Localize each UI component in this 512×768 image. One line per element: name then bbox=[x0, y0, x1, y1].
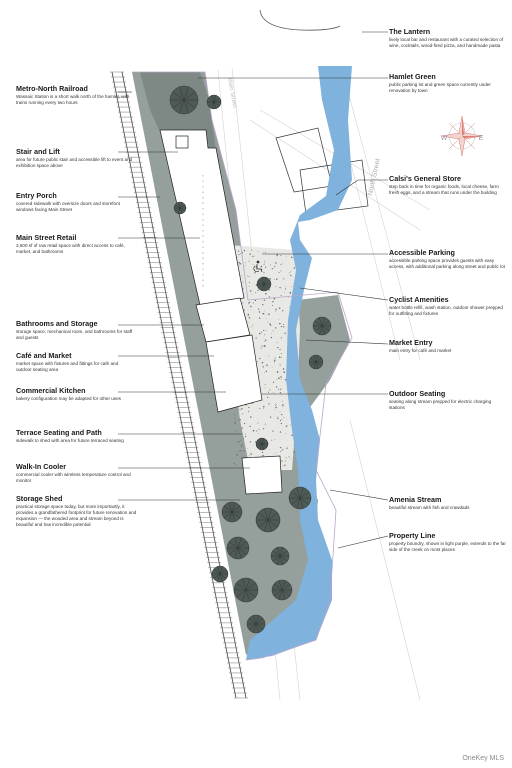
tree bbox=[247, 615, 265, 633]
label-title: Commercial Kitchen bbox=[16, 386, 86, 395]
tree bbox=[256, 438, 268, 450]
label-title: Accessible Parking bbox=[389, 248, 455, 257]
tree bbox=[222, 502, 242, 522]
tree bbox=[170, 86, 198, 114]
compass-rose bbox=[442, 116, 482, 156]
label-title: Amenia Stream bbox=[389, 495, 442, 504]
label-hamlet-green bbox=[389, 72, 507, 94]
label-desc: public parking lot and green space currently under renovation by town bbox=[389, 82, 491, 94]
label-entry-porch bbox=[16, 191, 134, 213]
compass-e: E bbox=[478, 135, 484, 142]
tree bbox=[272, 580, 292, 600]
label-metro-north bbox=[16, 84, 134, 106]
tree bbox=[313, 317, 331, 335]
label-title: Walk-In Cooler bbox=[16, 462, 67, 471]
label-desc: seating along stream prepped for electric charging stations bbox=[389, 399, 492, 411]
label-title: The Lantern bbox=[389, 27, 431, 36]
label-desc: 3,600 sf of raw retail space with direct access to café, market, and bathrooms bbox=[16, 243, 125, 255]
label-desc: main entry for café and market bbox=[389, 348, 452, 353]
label-desc: commercial cooler with wireless temperature control and monitor bbox=[16, 472, 131, 484]
tree bbox=[174, 202, 186, 214]
label-title: Calsi's General Store bbox=[389, 174, 462, 183]
label-amenia-stream bbox=[389, 495, 507, 511]
label-title: Property Line bbox=[389, 531, 436, 540]
compass-w: W bbox=[440, 135, 448, 142]
tree bbox=[234, 578, 258, 602]
label-desc: practical storage space today, but more importantly, it provides a grandfathered footprint for future renovation and expansion — the wooded area and stream beyond is beautiful and has incredible potential bbox=[16, 504, 137, 528]
label-desc: storage space, mechanical room, and bathrooms for staff and guests bbox=[16, 329, 133, 341]
label-walk-in-cooler bbox=[16, 462, 134, 484]
label-outdoor-seating bbox=[389, 389, 507, 411]
label-desc: step back in time for organic foods, local cheese, farm fresh eggs, and a stream that runs under the building bbox=[389, 184, 499, 196]
watermark: OneKey MLS bbox=[462, 755, 504, 762]
label-desc: area for future public stair and accessible lift to event and exhibition space above bbox=[16, 157, 133, 169]
label-title: Storage Shed bbox=[16, 494, 63, 503]
label-stair-lift bbox=[16, 147, 134, 169]
label-storage-shed bbox=[16, 494, 138, 528]
north-street-label: North Street bbox=[367, 158, 382, 197]
label-market-entry bbox=[389, 338, 507, 354]
label-cyclist-amenities bbox=[389, 295, 507, 317]
label-commercial-kitchen bbox=[16, 386, 134, 402]
label-desc: accessible parking space provides guests with easy access, with additional parking along street and public lot bbox=[389, 258, 505, 270]
label-property-line bbox=[389, 531, 507, 553]
label-title: Outdoor Seating bbox=[389, 389, 446, 398]
label-title: Terrace Seating and Path bbox=[16, 428, 102, 437]
label-desc: sidewalk to shed with area for future terraced seating bbox=[16, 438, 124, 443]
label-title: Entry Porch bbox=[16, 191, 57, 200]
label-title: Metro-North Railroad bbox=[16, 84, 88, 93]
label-title: Bathrooms and Storage bbox=[16, 319, 98, 328]
label-title: Main Street Retail bbox=[16, 233, 77, 242]
label-cafe-market bbox=[16, 351, 134, 373]
label-the-lantern bbox=[389, 27, 507, 49]
label-terrace-seating bbox=[16, 428, 134, 444]
tree bbox=[257, 277, 271, 291]
label-bathrooms-storage bbox=[16, 319, 134, 341]
tree bbox=[271, 547, 289, 565]
label-title: Market Entry bbox=[389, 338, 433, 347]
label-desc: lively local bar and restaurant with a curated selection of wine, cocktails, wood-fired pizza, and handmade pasta bbox=[389, 37, 504, 49]
label-desc: property boundry, shown in light purple, extends to the far side of the creek on most places bbox=[389, 541, 506, 553]
label-accessible-parking bbox=[389, 248, 507, 270]
label-desc: beautiful stream with fish and crawdads bbox=[389, 505, 470, 510]
tree bbox=[227, 537, 249, 559]
tree bbox=[207, 95, 221, 109]
label-main-street-retail bbox=[16, 233, 134, 255]
label-title: Hamlet Green bbox=[389, 72, 436, 81]
label-calsis-store bbox=[389, 174, 507, 196]
label-desc: covered sidewalk with oversize doors and storefont windows facing Main Street bbox=[16, 201, 120, 213]
main-street-label: Main Street bbox=[226, 77, 238, 109]
label-desc: market space with fixtures and fittings for café and outdoor seating area bbox=[16, 361, 119, 373]
tree bbox=[309, 355, 323, 369]
tree bbox=[256, 508, 280, 532]
label-title: Cyclist Amenities bbox=[389, 295, 449, 304]
label-desc: Wassaic Station is a short walk north of the hamlet, with trains running every two hours bbox=[16, 94, 130, 106]
label-title: Café and Market bbox=[16, 351, 72, 360]
label-title: Stair and Lift bbox=[16, 147, 60, 156]
label-desc: bakery configuration may be adapted for other uses bbox=[16, 396, 121, 401]
label-desc: water bottle refill, wash station, outdoor shower prepped for outfitting and fixtures bbox=[389, 305, 503, 317]
north-arrow-curve bbox=[260, 10, 340, 30]
tree bbox=[212, 566, 228, 582]
tree bbox=[289, 487, 311, 509]
